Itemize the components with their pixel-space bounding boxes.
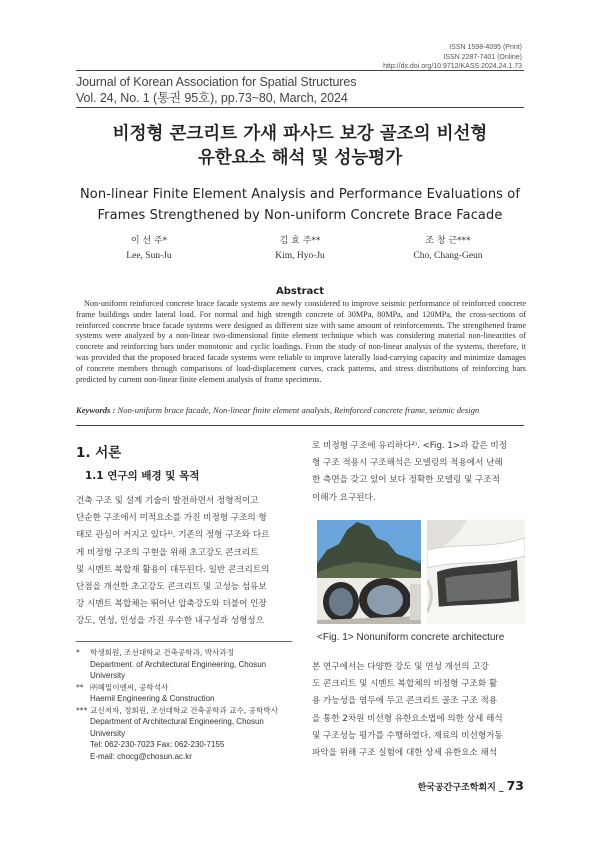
author-2 <box>225 234 375 264</box>
korean-title-line-2: 유한요소 해석 및 성능평가 <box>197 148 403 168</box>
left-column-text <box>76 493 292 631</box>
author-name-en: Lee, Sun-Ju <box>126 251 172 261</box>
paragraph-line: 단순한 구조에서 미적요소를 가진 비정형 구조의 형 <box>76 513 267 524</box>
footnote-rule <box>76 641 292 642</box>
paragraph-line: 건축 구조 및 설계 기술이 발전하면서 정형적이고 <box>76 496 259 506</box>
paragraph-line: 을 통한 2차원 비선형 유한요소법에 의한 상세 해석 <box>312 713 503 724</box>
header-top-rule <box>76 70 524 71</box>
architecture-photo-right <box>427 520 525 624</box>
issn-block <box>383 43 522 72</box>
figure-1 <box>317 520 525 624</box>
footnote-line: 교신저자, 정회원, 조선대학교 건축공학과 교수, 공학박사 <box>90 705 279 715</box>
abstract-heading: Abstract <box>275 286 325 297</box>
doi-link[interactable]: http://dx.doi.org/10.9712/KASS.2024.24.1.73 <box>383 63 522 70</box>
footnote-line: Tel: 062-230-7023 Fax: 062-230-7155 <box>90 740 225 749</box>
korean-title-line-1: 비정형 콘크리트 가새 파사드 보강 골조의 비선형 <box>112 124 488 144</box>
author-3 <box>373 234 523 264</box>
author-name-en: Cho, Chang-Geun <box>413 251 483 261</box>
section-heading: 1. 서론 <box>76 445 122 461</box>
paragraph-line: 파악을 위해 구조 실험에 대한 상세 유한요소 해석 <box>312 748 498 759</box>
author-name-ko: 이 선 주* <box>130 236 168 246</box>
footnote-mark: * <box>76 648 80 657</box>
paragraph-line: 도 콘크리트 및 시멘트 복합체의 비정형 구조화 활 <box>312 679 498 690</box>
footnote-1 <box>76 647 296 682</box>
journal-name: Journal of Korean Association for Spatial Structures <box>76 75 357 89</box>
footnote-mark: *** <box>76 705 88 715</box>
keywords <box>76 405 524 415</box>
paragraph-line: 형 구조 적용시 구조해석은 모델링의 적용에서 난해 <box>312 458 503 469</box>
paragraph-line: 강도, 연성, 인성을 가진 우수한 내구성과 성형성으 <box>76 616 264 627</box>
footnote-2 <box>76 682 296 705</box>
author-email[interactable]: E-mail: chocg@chosun.ac.kr <box>90 751 192 761</box>
page-footer <box>418 778 524 793</box>
right-column-text-top <box>312 438 528 507</box>
korean-title <box>0 122 600 170</box>
paragraph-line: 및 시멘트 복합재 활용이 대두된다. 일반 콘크리트의 <box>76 564 270 575</box>
footnotes <box>76 647 296 762</box>
keywords-label: Keywords : <box>76 405 118 415</box>
footnote-line: 학생회원, 조선대학교 건축공학과, 박사과정 <box>90 648 235 657</box>
paragraph-line: 단점을 개선한 초고강도 콘크리트 및 고성능 섬유보 <box>76 582 267 593</box>
footnote-mark: ** <box>76 682 84 692</box>
footnote-line: ㈜헤밀이엔씨, 공학석사 <box>90 682 169 692</box>
header-bottom-rule <box>76 107 524 108</box>
issn-print: ISSN 1598-4095 (Print) <box>449 44 522 51</box>
footer-journal: 한국공간구조학회지 _ <box>417 783 507 793</box>
paragraph-line: 용 가능성을 염두에 두고 콘크리트 골조 구조 적용 <box>312 696 498 707</box>
paragraph-line: 이해가 요구된다. <box>312 492 376 503</box>
figure-caption: <Fig. 1> Nonuniform concrete architecture <box>317 632 505 643</box>
footnote-line: Department of Architectural Engineering, Chosun <box>90 717 264 726</box>
author-name-ko: 김 효 주** <box>279 236 321 246</box>
keywords-list: Non-uniform brace facade, Non-linear finite element analysis, Reinforced concrete frame, seismic design <box>117 405 480 415</box>
architecture-photo-left <box>317 520 421 624</box>
paragraph-line: 게 비정형 구조의 구현을 위해 초고강도 콘크리트 <box>76 547 259 558</box>
paragraph-line: 한 측면을 갖고 있어 보다 정확한 모델링 및 구조적 <box>312 475 500 486</box>
paragraph-line: 본 연구에서는 다양한 강도 및 연성 개선의 고강 <box>312 662 489 672</box>
journal-header <box>76 74 356 106</box>
author-name-ko: 조 창 근*** <box>425 236 471 246</box>
paragraph-line: 태로 관심이 커지고 있다¹⁾. 기존의 정형 구조와 다르 <box>76 530 270 541</box>
footnote-line: University <box>90 671 126 680</box>
author-1 <box>74 234 224 264</box>
right-column-text-bottom <box>312 659 528 762</box>
volume-info: Vol. 24, No. 1 (통권 95호), pp.73~80, March, 2024 <box>76 91 348 105</box>
footnote-3 <box>76 705 296 763</box>
author-name-en: Kim, Hyo-Ju <box>275 251 325 261</box>
issn-online: ISSN 2287-7401 (Online) <box>443 53 522 61</box>
paragraph-line: 강 시멘트 복합체는 뛰어난 압축강도와 더불어 인장 <box>76 599 267 610</box>
english-title-line-2: Frames Strengthened by Non-uniform Concrete Brace Facade <box>97 208 503 223</box>
footnote-line: Department. of Architectural Engineering, Chosun <box>90 659 267 669</box>
footnote-line: University <box>90 728 126 738</box>
english-title-line-1: Non-linear Finite Element Analysis and Performance Evaluations of <box>79 187 520 202</box>
subsection-heading: 1.1 연구의 배경 및 목적 <box>85 470 200 482</box>
abstract-bottom-rule <box>76 425 524 426</box>
footnote-line: Haemil Engineering & Construction <box>90 694 215 703</box>
page-number: 73 <box>506 778 524 793</box>
abstract-body: Non-uniform reinforced concrete brace facade systems are newly considered to improve seismic performance of reinforced concrete frame buildings under lateral load. For normal and high strength concrete of 30MPa, 80MPa, and 120MPa, the cross-sections of reinforced concrete brace facade systems were designed as different size with same amount of reinforcements. The strengthened frame systems were analyzed by a non-linear two-dimensional finite element technique which was considering material non-linearities of concrete and reinforcing bars under monotonic and cyclic loadings. From the study of non-linear analysis of the systems, therefore, it was provided that the proposed braced facade systems were reliable to improve laterally load-carrying capacity and minimize damages of concrete members through comparisons of load-displacement curves, crack patterns, and stress distributions of reinforcing bars predicted by current non-linear finite element analysis of frame specimens. <box>76 299 526 384</box>
paragraph-line: 로 비정형 구조에 유리하다²⁾. <Fig. 1>과 같은 비정 <box>312 441 507 451</box>
paragraph-line: 및 구조성능 평가를 수행하였다. 재료의 비선형거동 <box>312 730 503 741</box>
english-title <box>0 184 600 226</box>
